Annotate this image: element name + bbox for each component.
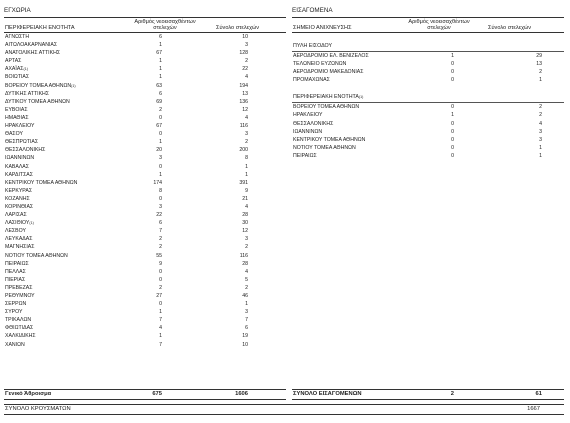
row-name: ΙΩΑΝΝΙΝΩΝ <box>5 155 35 162</box>
total-cases-cell: 2 <box>539 104 542 111</box>
row-name: ΛΕΥΚΑΔΑΣ <box>5 236 33 243</box>
total-cases-cell: 1 <box>539 144 542 151</box>
table-row <box>292 60 564 68</box>
total-cases-cell: 3 <box>539 128 542 135</box>
new-cases-cell: 4 <box>159 325 162 332</box>
row-name: ΑΕΡΟΔΡΟΜΙΟ ΕΛ. ΒΕΝΙΖΕΛΟΣ <box>293 53 369 59</box>
table-row <box>4 65 286 73</box>
total-cases-cell: 46 <box>242 293 248 299</box>
grand-total-value: 1667 <box>527 406 540 412</box>
row-name: ΛΕΣΒΟΥ <box>5 228 26 235</box>
total-cases-cell: 2 <box>539 69 542 76</box>
table-row <box>4 219 286 227</box>
new-cases-cell: 20 <box>156 147 162 154</box>
row-name: ΑΡΤΑΣ <box>5 58 22 65</box>
table-row <box>4 73 286 81</box>
new-cases-cell: 67 <box>156 123 162 130</box>
new-cases-cell: 69 <box>156 98 162 105</box>
new-cases-cell: 174 <box>153 179 162 186</box>
table-row <box>4 284 286 292</box>
row-name: ΗΡΑΚΛΕΙΟΥ <box>5 123 35 130</box>
total-cases-cell: 6 <box>245 325 248 332</box>
total-cases-cell: 2 <box>245 244 248 251</box>
table-row <box>4 227 286 235</box>
domestic-total-label: Γενικό Άθροισμα <box>5 391 52 397</box>
col-region-header: ΠΕΡΙΦΕΡΕΙΑΚΗ ΕΝΟΤΗΤΑ <box>5 25 75 31</box>
table-row <box>4 90 286 98</box>
new-cases-cell: 63 <box>156 82 162 89</box>
new-cases-cell: 0 <box>451 144 454 151</box>
regional-unit-rows <box>292 103 564 160</box>
total-cases-cell: 10 <box>242 34 248 40</box>
imported-total-all: 61 <box>535 391 542 397</box>
table-header <box>292 18 564 33</box>
row-name: ΚΑΒΑΛΑΣ <box>5 163 29 170</box>
imported-total-new: 2 <box>450 391 454 397</box>
col-point-header: ΣΗΜΕΙΟ ΑΝΙΧΝΕΥΣΗΣ <box>293 25 352 31</box>
row-name: ΒΟΡΕΙΟΥ ΤΟΜΕΑ ΑΘΗΝΩΝ <box>293 104 360 111</box>
row-name: ΑΝΑΤΟΛΙΚΗΣ ΑΤΤΙΚΗΣ <box>5 50 61 57</box>
total-cases-cell: 3 <box>245 131 248 138</box>
total-cases-cell: 21 <box>242 195 248 202</box>
footnote-marker: (1) <box>71 83 76 88</box>
section-title: ΕΓΧΩΡΙΑ <box>4 6 286 18</box>
table-header <box>4 18 286 33</box>
row-name: ΝΟΤΙΟΥ ΤΟΜΕΑ ΑΘΗΝΩΝ <box>5 252 68 259</box>
new-cases-cell: 9 <box>159 260 162 267</box>
row-name: ΒΟΡΕΙΟΥ ΤΟΜΕΑ ΑΘΗΝΩΝ$^{(1)}$ <box>5 82 76 89</box>
table-row <box>4 171 286 179</box>
row-name: ΛΑΣΙΘΙΟΥ$^{(1)}$ <box>5 220 34 227</box>
table-row <box>4 49 286 57</box>
domestic-total-row <box>4 389 286 400</box>
table-row <box>4 308 286 316</box>
new-cases-cell: 0 <box>451 69 454 76</box>
row-name: ΔΥΤΙΚΗΣ ΑΤΤΙΚΗΣ <box>5 90 49 97</box>
row-name: ΘΕΣΣΑΛΟΝΙΚΗΣ <box>293 120 334 127</box>
total-cases-cell: 2 <box>245 58 248 65</box>
row-name: ΧΑΛΚΙΔΙΚΗΣ <box>5 333 36 340</box>
row-name: ΑΓΝΩΣΤΗ <box>5 34 30 40</box>
total-cases-cell: 19 <box>242 333 248 340</box>
new-cases-cell: 0 <box>159 301 162 308</box>
total-cases-cell: 4 <box>245 203 248 210</box>
table-row <box>4 341 286 349</box>
total-cases-cell: 29 <box>536 53 542 59</box>
total-cases-cell: 4 <box>539 120 542 127</box>
table-row <box>4 195 286 203</box>
row-name: ΠΡΕΒΕΖΑΣ <box>5 284 33 291</box>
new-cases-cell: 0 <box>451 136 454 143</box>
table-row <box>4 276 286 284</box>
table-row <box>4 41 286 49</box>
total-cases-cell: 13 <box>536 61 542 68</box>
footnote-marker: (1) <box>29 221 34 226</box>
total-cases-cell: 12 <box>242 228 248 235</box>
new-cases-cell: 0 <box>159 268 162 275</box>
row-name: ΔΥΤΙΚΟΥ ΤΟΜΕΑ ΑΘΗΝΩΝ <box>5 98 70 105</box>
row-name: ΚΕΝΤΡΙΚΟΥ ΤΟΜΕΑ ΑΘΗΝΩΝ <box>293 136 366 143</box>
total-cases-cell: 4 <box>245 74 248 81</box>
new-cases-cell: 2 <box>159 236 162 243</box>
new-cases-cell: 22 <box>156 212 162 219</box>
table-row <box>4 203 286 211</box>
col-total-header: Σύνολο στελεχών <box>216 25 260 31</box>
group-title: ΠΥΛΗ ΕΙΣΟΔΟΥ <box>293 43 332 49</box>
total-cases-cell: 5 <box>245 276 248 283</box>
row-name: ΚΕΡΚΥΡΑΣ <box>5 187 33 194</box>
table-row <box>4 332 286 340</box>
row-name: ΗΡΑΚΛΕΙΟΥ <box>293 112 323 119</box>
total-cases-cell: 200 <box>239 147 248 154</box>
new-cases-cell: 0 <box>451 120 454 127</box>
table-row <box>4 163 286 171</box>
table-row <box>4 260 286 268</box>
total-cases-cell: 3 <box>539 136 542 143</box>
table-row <box>4 82 286 90</box>
row-name: ΚΟΡΙΝΘΙΑΣ <box>5 203 34 210</box>
table-row <box>4 243 286 251</box>
new-cases-cell: 6 <box>159 90 162 97</box>
table-row <box>292 120 564 128</box>
table-row <box>4 324 286 332</box>
domestic-total-new: 675 <box>152 391 162 397</box>
row-name: ΛΑΡΙΣΑΣ <box>5 212 27 219</box>
total-cases-cell: 1 <box>245 301 248 308</box>
new-cases-cell: 0 <box>451 61 454 68</box>
row-name: ΑΧΑΪΑΣ$^{(1)}$ <box>5 66 28 73</box>
total-cases-cell: 194 <box>239 82 248 89</box>
table-row <box>4 98 286 106</box>
total-cases-cell: 8 <box>245 155 248 162</box>
table-row <box>4 268 286 276</box>
new-cases-cell: 7 <box>159 341 162 348</box>
new-cases-cell: 0 <box>159 114 162 121</box>
row-name: ΚΟΖΑΝΗΣ <box>5 195 30 202</box>
new-cases-cell: 1 <box>159 74 162 81</box>
col-new-header: Αριθμός νεοεισαχθέντων στελεχών <box>408 19 470 31</box>
table-row <box>4 146 286 154</box>
total-cases-cell: 4 <box>245 114 248 121</box>
total-cases-cell: 13 <box>242 90 248 97</box>
new-cases-cell: 0 <box>159 131 162 138</box>
table-row <box>4 300 286 308</box>
table-row <box>4 235 286 243</box>
table-row <box>292 103 564 111</box>
new-cases-cell: 6 <box>159 220 162 227</box>
entry-gate-rows <box>292 52 564 84</box>
row-name: ΠΡΟΜΑΧΩΝΑΣ <box>293 77 330 84</box>
table-row <box>4 106 286 114</box>
total-cases-cell: 9 <box>245 187 248 194</box>
total-cases-cell: 10 <box>242 341 248 348</box>
total-cases-cell: 7 <box>245 317 248 324</box>
footnote-marker: (1) <box>23 67 28 72</box>
total-cases-cell: 116 <box>239 252 248 259</box>
row-name: ΗΜΑΘΙΑΣ <box>5 114 29 121</box>
group-regional-unit <box>292 93 564 103</box>
row-name: ΘΕΣΠΡΩΤΙΑΣ <box>5 139 39 146</box>
new-cases-cell: 67 <box>156 50 162 57</box>
total-cases-cell: 1 <box>539 152 542 159</box>
row-name: ΝΟΤΙΟΥ ΤΟΜΕΑ ΑΘΗΝΩΝ <box>293 144 356 151</box>
new-cases-cell: 1 <box>159 42 162 49</box>
total-cases-cell: 28 <box>242 260 248 267</box>
new-cases-cell: 3 <box>159 155 162 162</box>
table-row <box>292 136 564 144</box>
row-name: ΤΕΛΩΝΕΙΟ ΕΥΖΩΝΩΝ <box>293 61 347 68</box>
table-row <box>4 130 286 138</box>
grand-total-row <box>4 404 564 415</box>
new-cases-cell: 1 <box>451 112 454 119</box>
total-cases-cell: 2 <box>245 139 248 146</box>
total-cases-cell: 4 <box>245 268 248 275</box>
row-name: ΒΟΙΩΤΙΑΣ <box>5 74 30 81</box>
table-row <box>4 211 286 219</box>
total-cases-cell: 22 <box>242 66 248 73</box>
new-cases-cell: 1 <box>159 171 162 178</box>
total-cases-cell: 1 <box>245 171 248 178</box>
section-title: ΕΙΣΑΓΟΜΕΝΑ <box>292 6 564 18</box>
total-cases-cell: 30 <box>242 220 248 227</box>
row-name: ΕΥΒΟΙΑΣ <box>5 106 28 113</box>
table-row <box>292 76 564 84</box>
table-row <box>4 316 286 324</box>
new-cases-cell: 1 <box>159 309 162 316</box>
table-row <box>4 57 286 65</box>
new-cases-cell: 0 <box>159 195 162 202</box>
new-cases-cell: 2 <box>159 106 162 113</box>
table-row <box>292 52 564 60</box>
grand-total-label: ΣΥΝΟΛΟ ΚΡΟΥΣΜΑΤΩΝ <box>5 406 71 412</box>
row-name: ΚΕΝΤΡΙΚΟΥ ΤΟΜΕΑ ΑΘΗΝΩΝ <box>5 179 78 186</box>
total-cases-cell: 1 <box>245 163 248 170</box>
imported-table <box>292 6 564 160</box>
new-cases-cell: 1 <box>451 53 454 59</box>
row-name: ΑΕΡΟΔΡΟΜΙΟ ΜΑΚΕΔΟΝΙΑΣ <box>293 69 364 76</box>
total-cases-cell: 28 <box>242 212 248 219</box>
new-cases-cell: 55 <box>156 252 162 259</box>
table-row <box>4 138 286 146</box>
table-row <box>292 152 564 160</box>
table-row <box>292 144 564 152</box>
new-cases-cell: 0 <box>451 152 454 159</box>
table-row <box>4 187 286 195</box>
domestic-table <box>4 6 286 349</box>
new-cases-cell: 1 <box>159 333 162 340</box>
total-cases-cell: 391 <box>239 179 248 186</box>
row-name: ΙΩΑΝΝΙΝΩΝ <box>293 128 323 135</box>
new-cases-cell: 2 <box>159 284 162 291</box>
table-row <box>4 114 286 122</box>
imported-total-row <box>292 389 564 400</box>
total-cases-cell: 136 <box>239 98 248 105</box>
table-row <box>4 154 286 162</box>
row-name: ΠΕΛΛΑΣ <box>5 268 26 275</box>
table-row <box>4 252 286 260</box>
table-row <box>292 68 564 76</box>
new-cases-cell: 0 <box>451 77 454 84</box>
new-cases-cell: 0 <box>451 128 454 135</box>
new-cases-cell: 1 <box>159 139 162 146</box>
new-cases-cell: 0 <box>159 276 162 283</box>
new-cases-cell: 7 <box>159 317 162 324</box>
domestic-rows <box>4 33 286 349</box>
table-row <box>292 128 564 136</box>
row-name: ΘΑΣΟΥ <box>5 131 23 138</box>
total-cases-cell: 3 <box>245 236 248 243</box>
new-cases-cell: 7 <box>159 228 162 235</box>
imported-total-label: ΣΥΝΟΛΟ ΕΙΣΑΓΟΜΕΝΩΝ <box>293 391 362 397</box>
row-name: ΚΑΡΔΙΤΣΑΣ <box>5 171 33 178</box>
new-cases-cell: 0 <box>159 163 162 170</box>
group-entry-gate <box>292 42 564 52</box>
new-cases-cell: 3 <box>159 203 162 210</box>
total-cases-cell: 116 <box>239 123 248 130</box>
row-name: ΘΕΣΣΑΛΟΝΙΚΗΣ <box>5 147 46 154</box>
row-name: ΧΑΝΙΩΝ <box>5 341 25 348</box>
new-cases-cell: 6 <box>159 34 162 40</box>
row-name: ΣΕΡΡΩΝ <box>5 301 27 308</box>
total-cases-cell: 12 <box>242 106 248 113</box>
new-cases-cell: 0 <box>451 104 454 111</box>
table-row <box>292 111 564 119</box>
row-name: ΠΕΙΡΑΙΩΣ <box>5 260 29 267</box>
total-cases-cell: 128 <box>239 50 248 57</box>
table-row <box>4 122 286 130</box>
domestic-total-all: 1606 <box>235 391 248 397</box>
col-new-header: Αριθμός νεοεισαχθέντων στελεχών <box>134 19 196 31</box>
new-cases-cell: 8 <box>159 187 162 194</box>
new-cases-cell: 27 <box>156 293 162 299</box>
group-title: ΠΕΡΙΦΕΡΕΙΑΚΗ ΕΝΟΤΗΤΑ$^{(1)}$ <box>293 94 364 101</box>
table-row <box>4 179 286 187</box>
row-name: ΠΕΙΡΑΙΩΣ <box>293 152 317 159</box>
total-cases-cell: 2 <box>539 112 542 119</box>
new-cases-cell: 1 <box>159 66 162 73</box>
total-cases-cell: 3 <box>245 42 248 49</box>
row-name: ΡΕΘΥΜΝΟΥ <box>5 293 35 299</box>
total-cases-cell: 3 <box>245 309 248 316</box>
new-cases-cell: 1 <box>159 58 162 65</box>
new-cases-cell: 2 <box>159 244 162 251</box>
row-name: ΣΥΡΟΥ <box>5 309 23 316</box>
total-cases-cell: 2 <box>245 284 248 291</box>
col-total-header: Σύνολο στελεχών <box>488 25 532 31</box>
row-name: ΑΙΤΩΛΟΑΚΑΡΝΑΝΙΑΣ <box>5 42 58 49</box>
table-row <box>4 292 286 300</box>
row-name: ΠΙΕΡΙΑΣ <box>5 276 26 283</box>
total-cases-cell: 1 <box>539 77 542 84</box>
row-name: ΦΘΙΩΤΙΔΑΣ <box>5 325 34 332</box>
row-name: ΤΡΙΚΑΛΩΝ <box>5 317 32 324</box>
row-name: ΜΑΓΝΗΣΙΑΣ <box>5 244 35 251</box>
table-row <box>4 33 286 41</box>
